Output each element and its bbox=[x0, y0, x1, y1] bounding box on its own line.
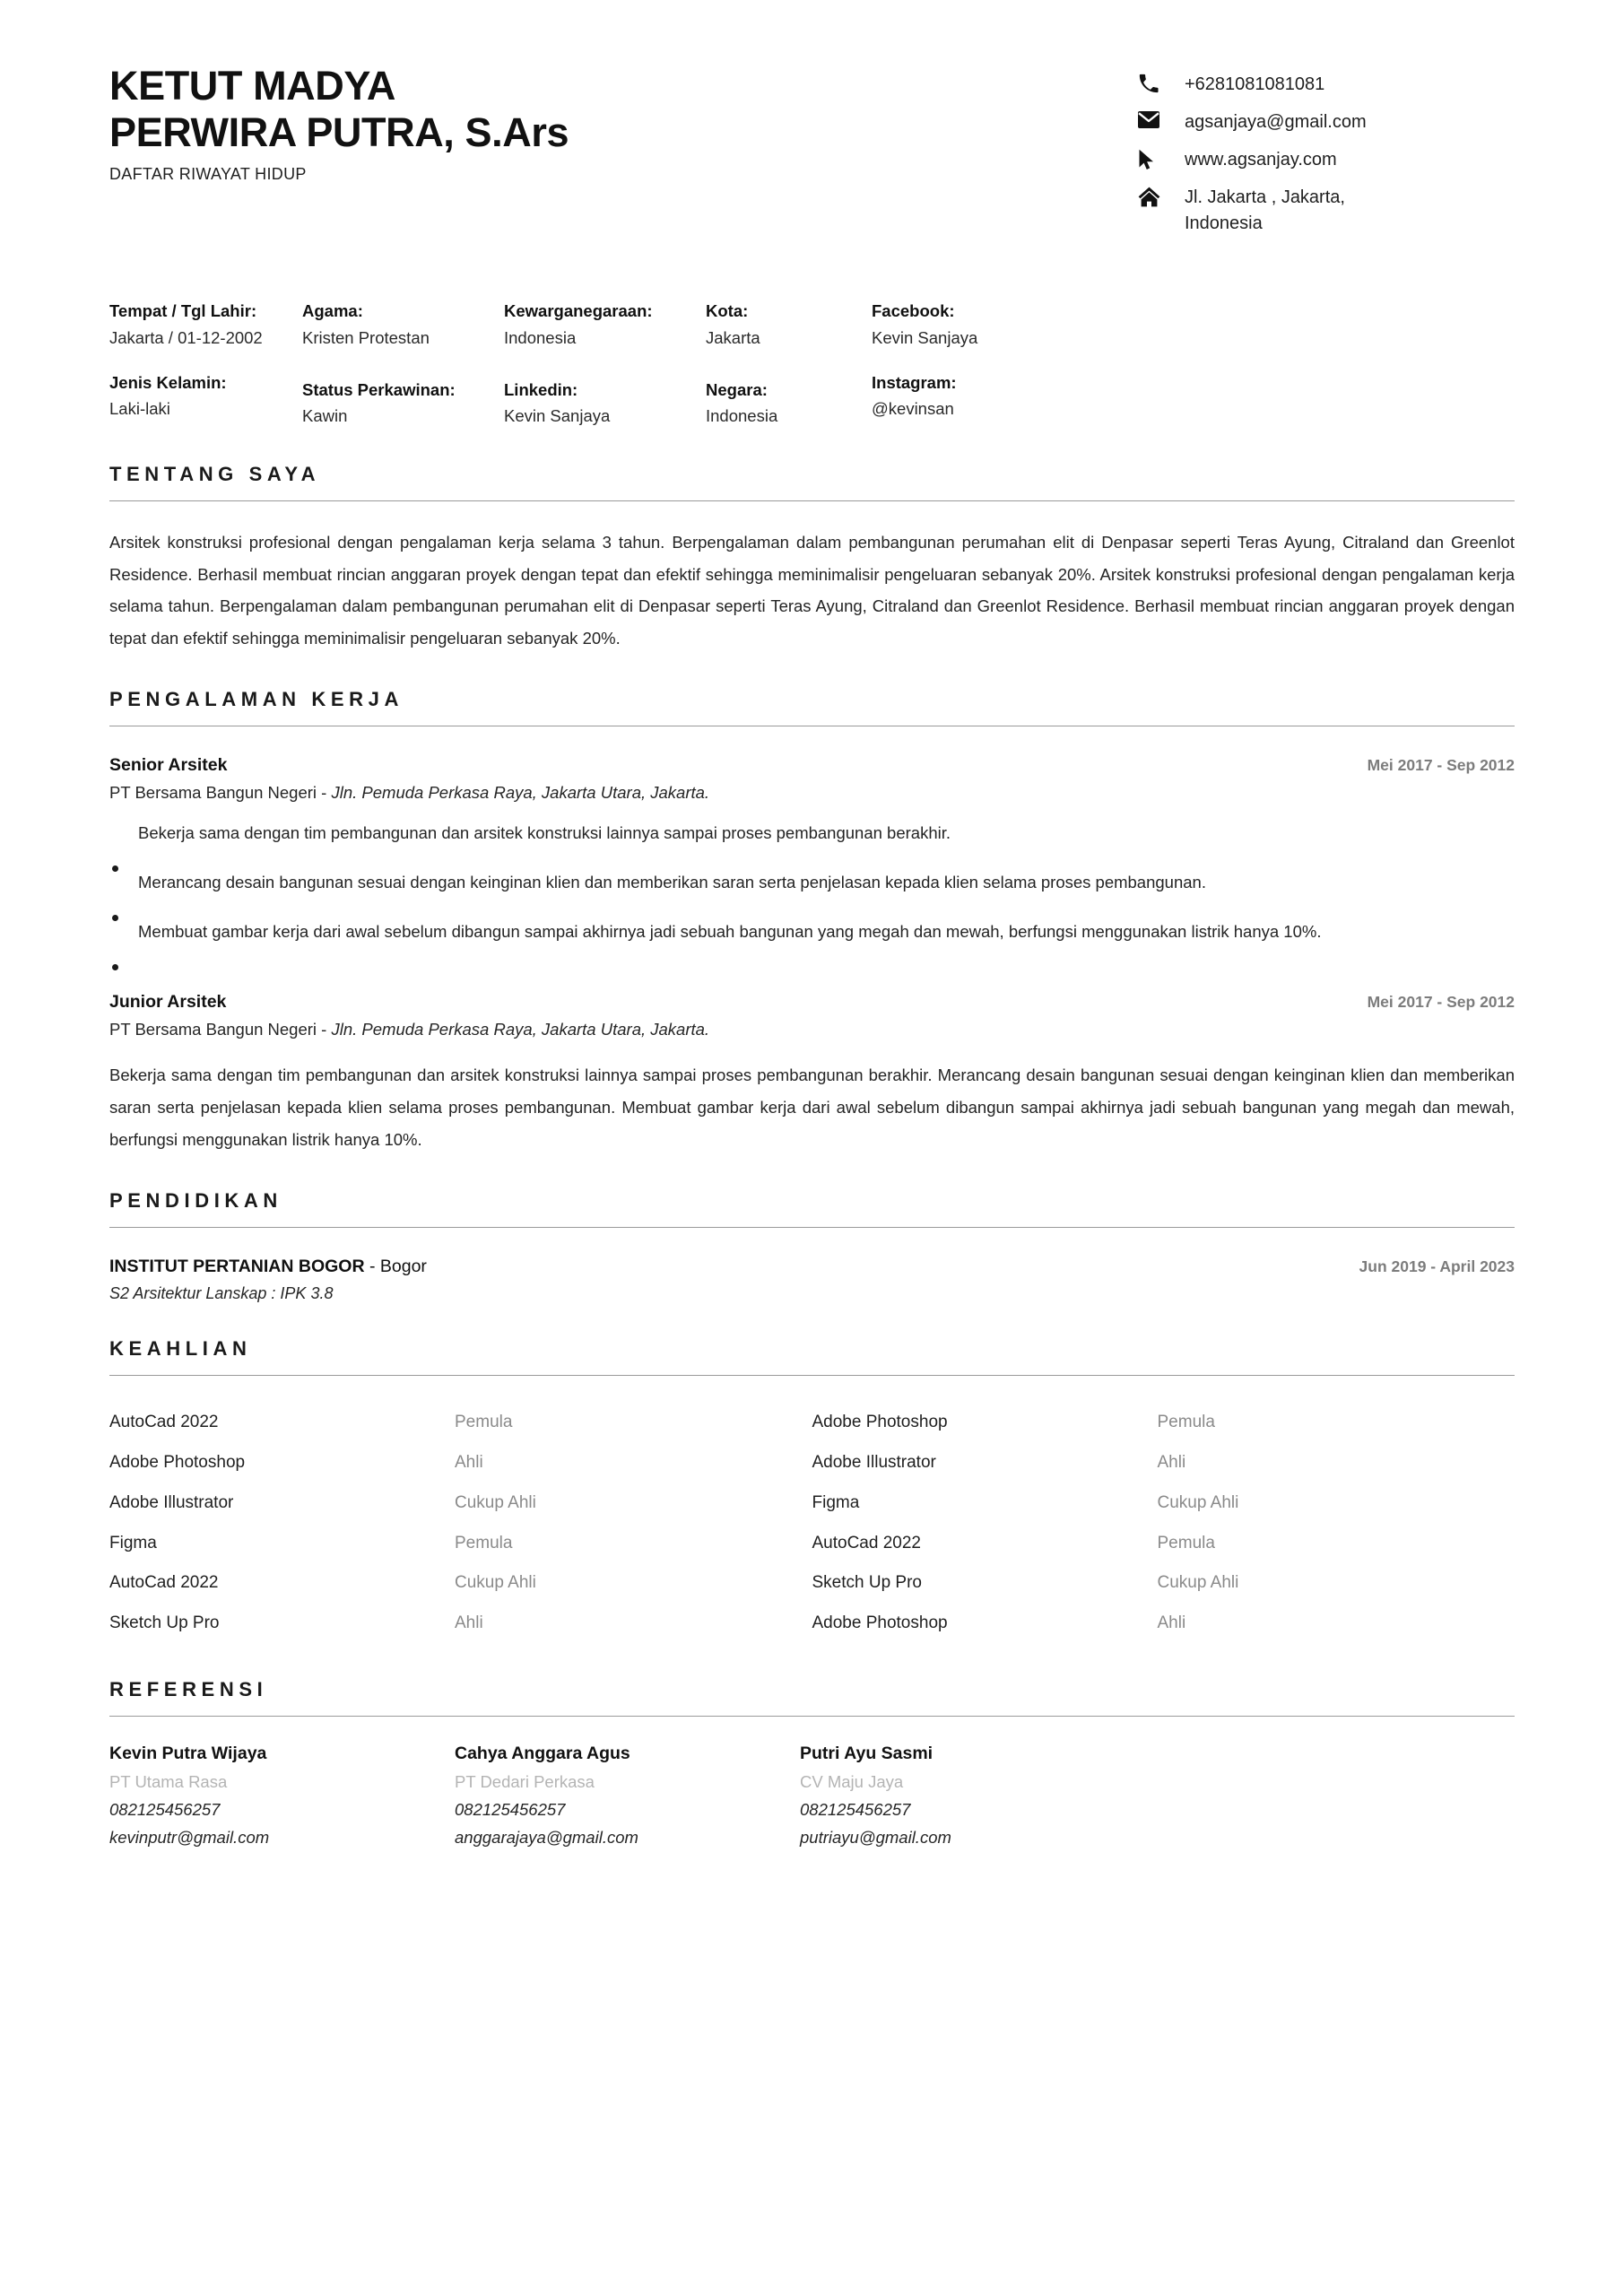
education-degree: S2 Arsitektur Lanskap : IPK 3.8 bbox=[109, 1284, 334, 1303]
header-identity bbox=[109, 63, 569, 184]
experience-bullet-text: Bekerja sama dengan tim pembangunan dan arsitek konstruksi lainnya sampai proses pembangunan berakhir. bbox=[138, 823, 951, 843]
reference-company: CV Maju Jaya bbox=[800, 1772, 904, 1791]
education-header bbox=[109, 1257, 1515, 1277]
section-divider bbox=[109, 1227, 1515, 1228]
skill-name: Adobe Photoshop bbox=[812, 1613, 948, 1633]
section-about bbox=[109, 463, 1515, 654]
section-education bbox=[109, 1189, 1515, 1303]
info-value: Jakarta bbox=[706, 327, 760, 347]
skill-level: Pemula bbox=[455, 1533, 513, 1552]
experience-item-senior bbox=[109, 755, 1515, 947]
experience-bullet bbox=[109, 866, 1515, 898]
info-item-jenis-kelamin bbox=[109, 370, 302, 430]
reference-company: PT Utama Rasa bbox=[109, 1772, 228, 1791]
contact-website-value: www.agsanjay.com bbox=[1185, 150, 1337, 170]
info-label: Facebook: bbox=[872, 301, 955, 320]
experience-company bbox=[109, 783, 1515, 803]
experience-bullet-text: Membuat gambar kerja dari awal sebelum dibangun sampai akhirnya jadi sebuah bangunan yang megah dan mewah, berfungsi menggunakan listrik hanya 10%. bbox=[138, 922, 1322, 942]
skill-level: Cukup Ahli bbox=[455, 1492, 536, 1512]
skill-level: Cukup Ahli bbox=[455, 1573, 536, 1593]
bullet-marker bbox=[112, 964, 118, 970]
section-title-experience: PENGALAMAN KERJA bbox=[109, 688, 404, 711]
experience-company-address: Jln. Pemuda Perkasa Raya, Jakarta Utara, Jakarta. bbox=[331, 1020, 710, 1039]
reference-phone: 082125456257 bbox=[109, 1800, 221, 1819]
experience-date: Mei 2017 - Sep 2012 bbox=[1367, 993, 1515, 1012]
skills-grid bbox=[109, 1403, 1515, 1644]
experience-company-name: PT Bersama Bangun Negeri - bbox=[109, 783, 332, 803]
skill-level: Pemula bbox=[455, 1413, 513, 1432]
experience-role: Senior Arsitek bbox=[109, 755, 228, 776]
education-school-location: - Bogor bbox=[364, 1257, 427, 1277]
info-value: @kevinsan bbox=[872, 399, 954, 419]
info-item-status-perkawinan bbox=[302, 370, 504, 430]
contact-row-website bbox=[1138, 147, 1515, 173]
section-divider bbox=[109, 500, 1515, 501]
full-name-line-1: KETUT MADYA bbox=[109, 63, 395, 109]
skill-name: AutoCad 2022 bbox=[812, 1533, 921, 1552]
section-references bbox=[109, 1678, 1515, 1856]
experience-item-junior bbox=[109, 992, 1515, 1155]
section-title-about: TENTANG SAYA bbox=[109, 463, 321, 485]
section-skills bbox=[109, 1337, 1515, 1644]
education-school-name: INSTITUT PERTANIAN BOGOR bbox=[109, 1257, 365, 1277]
contact-phone-value: +6281081081081 bbox=[1185, 74, 1325, 94]
reference-email: putriayu@gmail.com bbox=[800, 1828, 951, 1847]
info-item-tempat-tgl-lahir bbox=[109, 299, 302, 351]
info-item-kota bbox=[706, 299, 872, 351]
skill-level: Pemula bbox=[1157, 1413, 1215, 1432]
skill-name: AutoCad 2022 bbox=[109, 1573, 219, 1593]
skill-level: Ahli bbox=[1157, 1452, 1186, 1472]
contact-row-phone bbox=[1138, 72, 1515, 98]
skill-level: Pemula bbox=[1157, 1533, 1215, 1552]
info-label: Tempat / Tgl Lahir: bbox=[109, 301, 257, 320]
skill-name: Figma bbox=[812, 1492, 860, 1512]
education-date: Jun 2019 - April 2023 bbox=[1359, 1257, 1515, 1276]
reference-item bbox=[455, 1744, 800, 1856]
experience-header bbox=[109, 755, 1515, 776]
info-label: Agama: bbox=[302, 301, 363, 320]
skill-level: Ahli bbox=[455, 1452, 483, 1472]
skill-level: Ahli bbox=[455, 1613, 483, 1633]
info-item-agama bbox=[302, 299, 504, 351]
reference-email: kevinputr@gmail.com bbox=[109, 1828, 270, 1847]
skill-level: Ahli bbox=[1157, 1613, 1186, 1633]
skills-column-left bbox=[109, 1403, 812, 1644]
personal-info-grid bbox=[109, 299, 1515, 429]
info-label: Instagram: bbox=[872, 372, 957, 392]
contact-address-line1: Jl. Jakarta , Jakarta, bbox=[1185, 187, 1345, 207]
info-label: Status Perkawinan: bbox=[302, 379, 456, 399]
info-value: Indonesia bbox=[706, 406, 778, 426]
section-experience bbox=[109, 688, 1515, 1155]
info-label: Linkedin: bbox=[504, 379, 578, 399]
experience-company bbox=[109, 1020, 1515, 1039]
experience-role: Junior Arsitek bbox=[109, 992, 227, 1013]
reference-name: Putri Ayu Sasmi bbox=[800, 1744, 934, 1763]
info-label: Jenis Kelamin: bbox=[109, 372, 227, 392]
experience-header bbox=[109, 992, 1515, 1013]
info-item-linkedin bbox=[504, 370, 706, 430]
skill-name: Sketch Up Pro bbox=[109, 1613, 220, 1633]
skill-name: Adobe Illustrator bbox=[812, 1452, 936, 1472]
section-title-references: REFERENSI bbox=[109, 1678, 268, 1700]
info-value: Jakarta / 01-12-2002 bbox=[109, 327, 263, 347]
section-divider bbox=[109, 1716, 1515, 1717]
cursor-icon bbox=[1138, 147, 1168, 170]
skill-name: Sketch Up Pro bbox=[812, 1573, 922, 1593]
document-subtitle: DAFTAR RIWAYAT HIDUP bbox=[109, 165, 307, 184]
section-divider bbox=[109, 1375, 1515, 1376]
contact-email-value: agsanjaya@gmail.com bbox=[1185, 112, 1367, 132]
experience-bullet bbox=[109, 817, 1515, 848]
section-title-education: PENDIDIKAN bbox=[109, 1189, 282, 1213]
info-label: Kota: bbox=[706, 301, 749, 320]
skill-level: Cukup Ahli bbox=[1157, 1492, 1239, 1512]
reference-name: Cahya Anggara Agus bbox=[455, 1744, 630, 1763]
skill-name: Figma bbox=[109, 1533, 157, 1552]
experience-company-name: PT Bersama Bangun Negeri - bbox=[109, 1020, 332, 1039]
envelope-icon bbox=[1138, 109, 1168, 128]
full-name-line-2: PERWIRA PUTRA, S.Ars bbox=[109, 109, 569, 156]
phone-icon bbox=[1138, 72, 1168, 94]
skill-name: Adobe Photoshop bbox=[109, 1452, 246, 1472]
contact-row-address bbox=[1138, 185, 1515, 237]
experience-company-address: Jln. Pemuda Perkasa Raya, Jakarta Utara, Jakarta. bbox=[331, 783, 710, 803]
info-value: Kawin bbox=[302, 406, 348, 426]
contact-address-value bbox=[1168, 185, 1345, 237]
contact-list bbox=[1138, 63, 1515, 248]
home-icon bbox=[1138, 185, 1168, 207]
info-value: Laki-laki bbox=[109, 399, 170, 419]
education-item bbox=[109, 1257, 1515, 1303]
skill-name: AutoCad 2022 bbox=[109, 1413, 219, 1432]
info-item-negara bbox=[706, 370, 872, 430]
experience-paragraph: Bekerja sama dengan tim pembangunan dan arsitek konstruksi lainnya sampai proses pembangunan berakhir. Merancang desain bangunan sesuai dengan keinginan klien dan memberikan saran serta penjelasan kepada klien selama proses pembangunan. Membuat gambar kerja dari awal sebelum dibangun sampai akhirnya jadi sebuah bangunan yang megah dan mewah, berfungsi menggunakan listrik hanya 10%. bbox=[109, 1065, 1515, 1149]
experience-bullet-list bbox=[109, 817, 1515, 947]
info-label: Kewarganegaraan: bbox=[504, 301, 653, 320]
reference-item bbox=[109, 1744, 455, 1856]
references-grid bbox=[109, 1744, 1515, 1856]
experience-bullet bbox=[109, 916, 1515, 947]
about-paragraph: Arsitek konstruksi profesional dengan pengalaman kerja selama 3 tahun. Berpengalaman dalam pembangunan perumahan elit di Denpasar seperti Teras Ayung, Citraland dan Greenlot Residence. Berhasil membuat rincian anggaran proyek dengan tepat dan efektif sehingga meminimalisir pengeluaran sebanyak 20%. Arsitek konstruksi profesional dengan pengalaman kerja selama tahun. Berpengalaman dalam pembangunan perumahan elit di Denpasar seperti Teras Ayung, Citraland dan Greenlot Residence. Berhasil membuat rincian anggaran proyek dengan tepat dan efektif sehingga meminimalisir pengeluaran sebanyak 20%. bbox=[109, 533, 1515, 648]
skill-name: Adobe Photoshop bbox=[812, 1413, 948, 1432]
reference-name: Kevin Putra Wijaya bbox=[109, 1744, 267, 1763]
info-label: Negara: bbox=[706, 379, 768, 399]
section-title-skills: KEAHLIAN bbox=[109, 1337, 252, 1361]
contact-row-email bbox=[1138, 109, 1515, 135]
info-value: Indonesia bbox=[504, 327, 577, 347]
info-item-kewarganegaraan bbox=[504, 299, 706, 351]
education-school bbox=[109, 1257, 427, 1277]
experience-date: Mei 2017 - Sep 2012 bbox=[1367, 756, 1515, 775]
info-value: Kevin Sanjaya bbox=[872, 327, 978, 347]
contact-address-line2: Indonesia bbox=[1185, 213, 1263, 233]
info-value: Kristen Protestan bbox=[302, 327, 430, 347]
info-item-instagram bbox=[872, 370, 1515, 430]
info-item-facebook bbox=[872, 299, 1515, 351]
reference-phone: 082125456257 bbox=[800, 1800, 911, 1819]
skills-column-right bbox=[812, 1403, 1515, 1644]
reference-company: PT Dedari Perkasa bbox=[455, 1772, 595, 1791]
reference-phone: 082125456257 bbox=[455, 1800, 566, 1819]
skill-name: Adobe Illustrator bbox=[109, 1492, 234, 1512]
info-value: Kevin Sanjaya bbox=[504, 406, 611, 426]
reference-item bbox=[800, 1744, 1515, 1856]
reference-email: anggarajaya@gmail.com bbox=[455, 1828, 638, 1847]
skill-level: Cukup Ahli bbox=[1157, 1573, 1239, 1593]
experience-bullet-text: Merancang desain bangunan sesuai dengan keinginan klien dan memberikan saran serta penjelasan kepada klien selama proses pembangunan. bbox=[138, 873, 1206, 892]
cv-header bbox=[109, 0, 1515, 248]
